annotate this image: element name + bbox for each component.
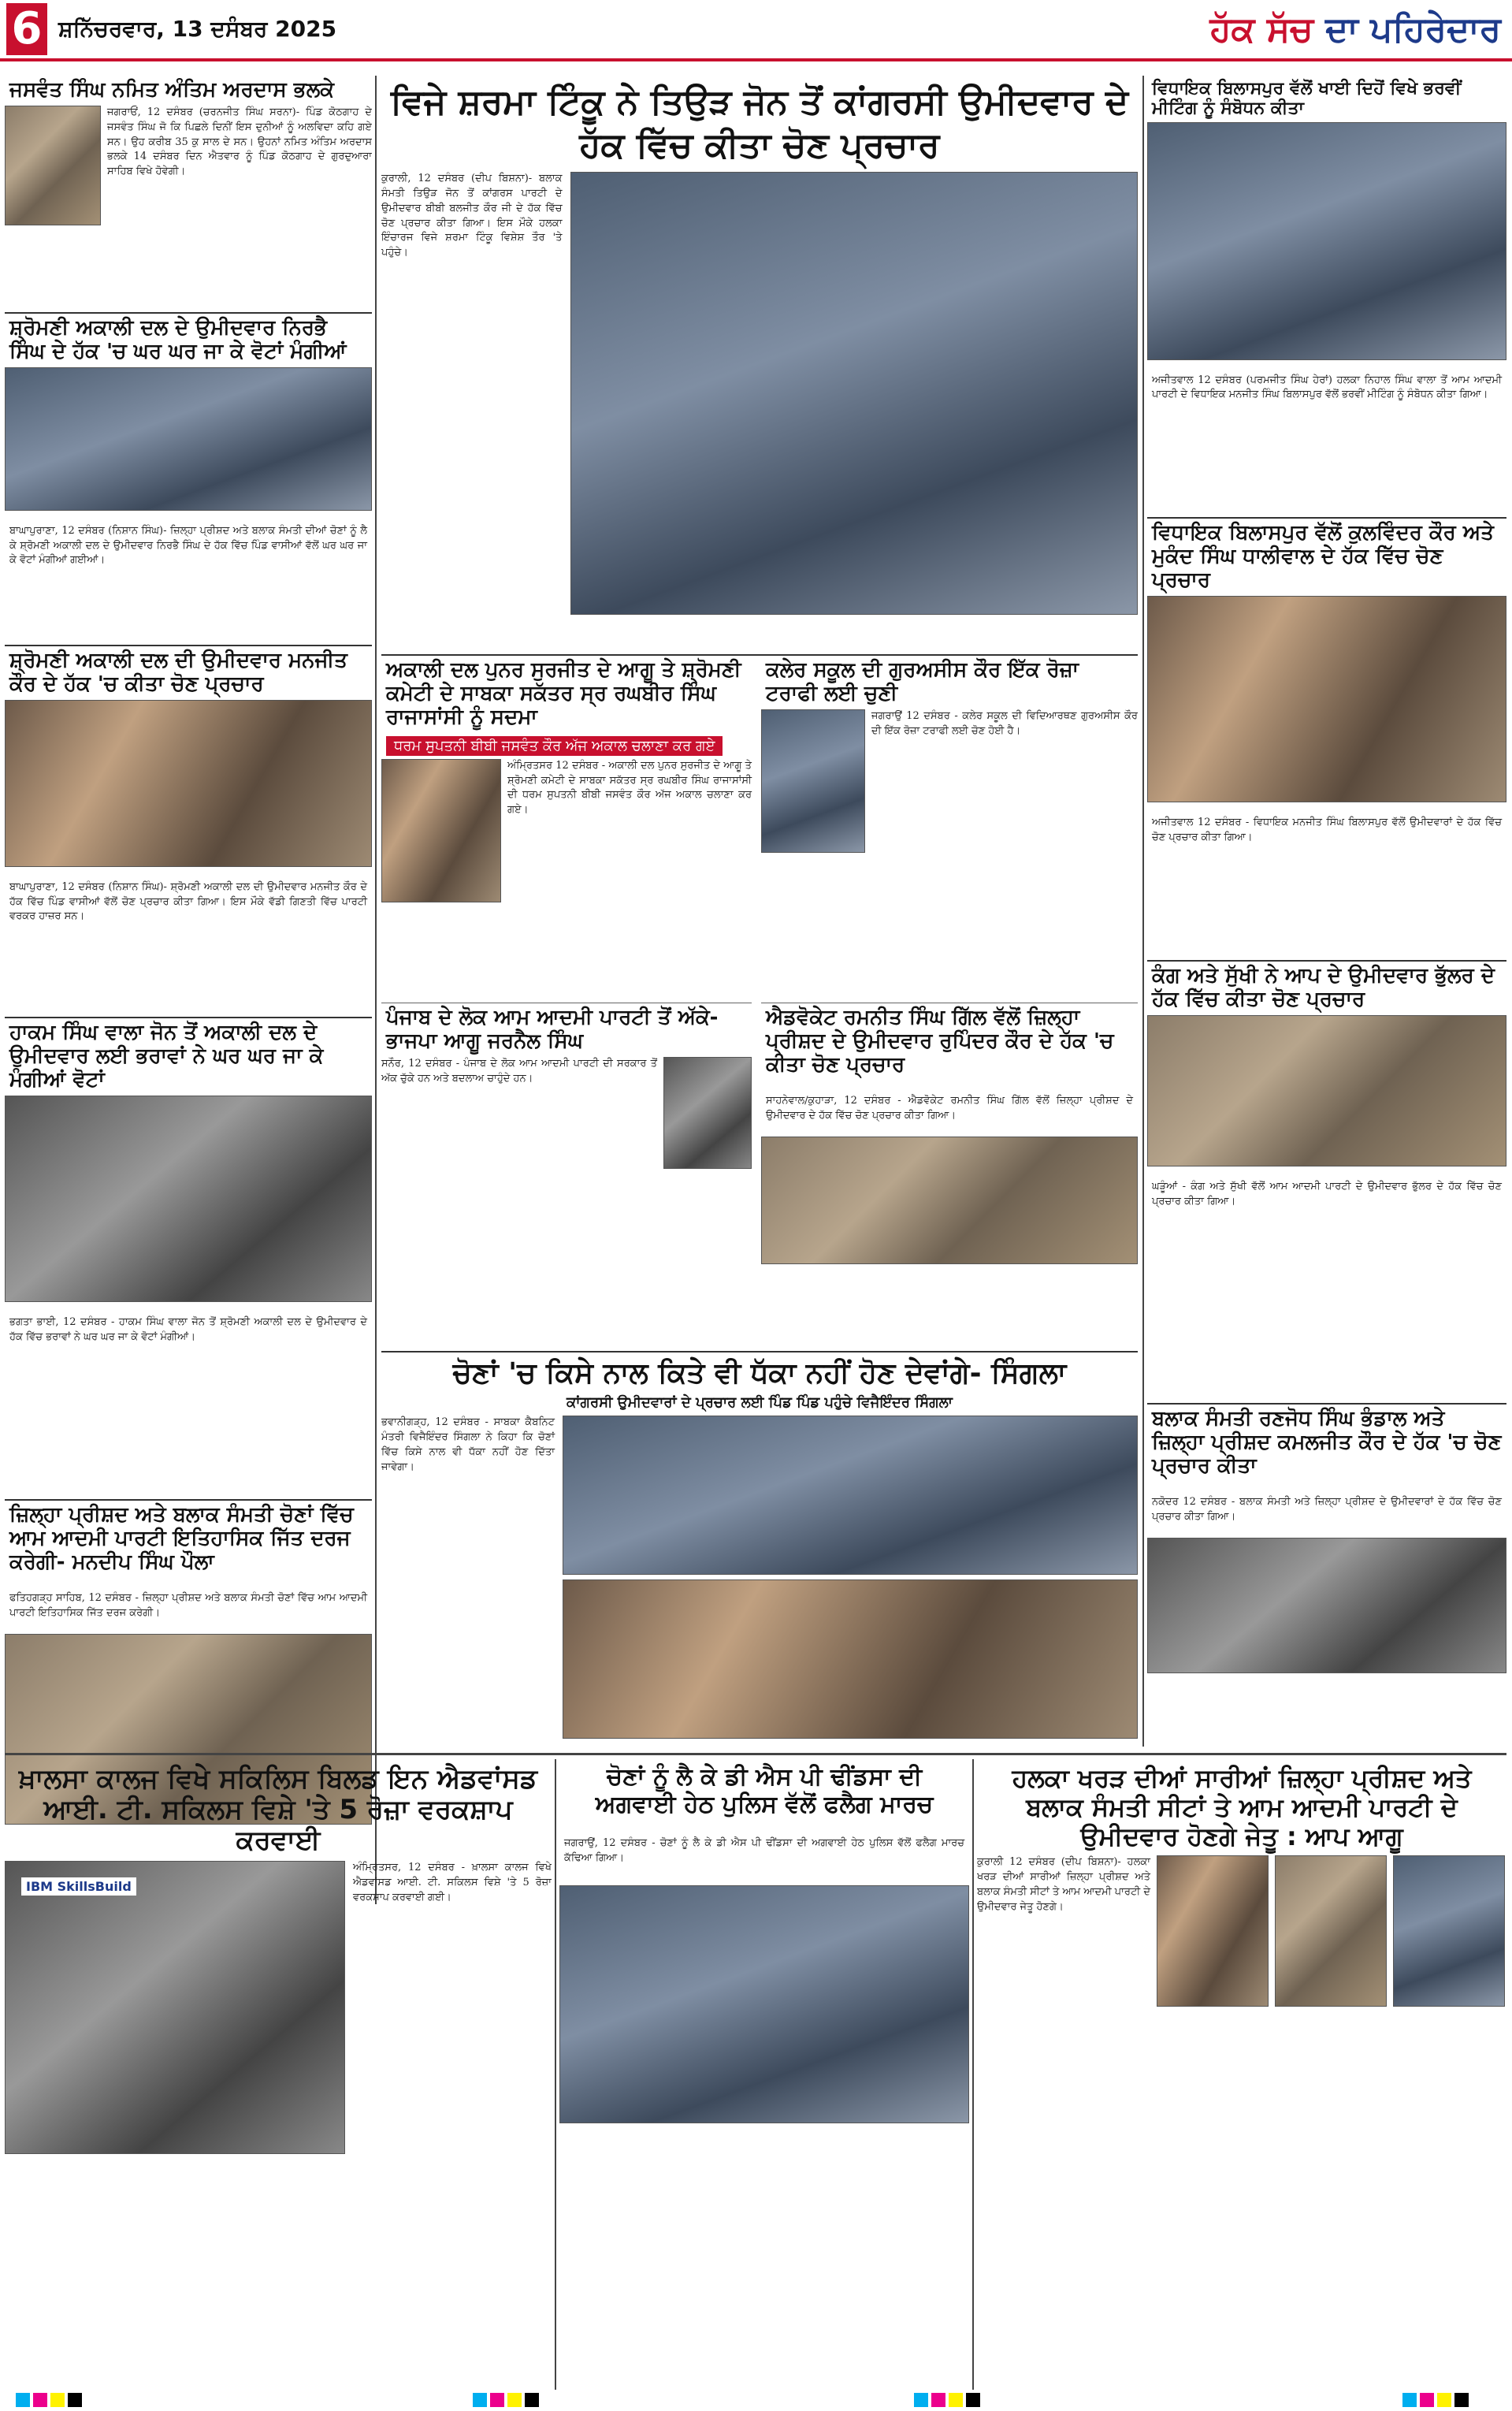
swatch-yellow [50, 2393, 65, 2407]
article-headline: ਵਿਧਾਇਕ ਬਿਲਾਸਪੁਰ ਵੱਲੋਂ ਖਾਈ ਦਿਹੋਂ ਵਿਖੇ ਭਰਵੀਂ ਮੀਟਿੰਗ ਨੂੰ ਸੰਬੋਧਨ ਕੀਤਾ [1152, 79, 1462, 119]
swatch-magenta [1420, 2393, 1434, 2407]
news-photo [5, 367, 372, 511]
portrait-photo [1393, 1855, 1505, 2007]
swatch-cyan [1402, 2393, 1417, 2407]
lead-article [381, 76, 1138, 651]
column-divider [972, 1759, 974, 2390]
registration-bar [16, 2393, 85, 2407]
article-headline: ਹਾਕਮ ਸਿੰਘ ਵਾਲਾ ਜੋਨ ਤੋਂ ਅਕਾਲੀ ਦਲ ਦੇ ਉਮੀਦਵਾਰ ਲਈ ਭਰਾਵਾਂ ਨੇ ਘਰ ਘਰ ਜਾ ਕੇ ਮੰਗੀਆਂ ਵੋਟਾਂ [9, 1021, 324, 1092]
registration-bar [473, 2393, 542, 2407]
article-headline: ਵਿਧਾਇਕ ਬਿਲਾਸਪੁਰ ਵੱਲੋਂ ਕੁਲਵਿੰਦਰ ਕੌਰ ਅਤੇ ਮੁਕੰਦ ਸਿੰਘ ਧਾਲੀਵਾਲ ਦੇ ਹੱਕ ਵਿੱਚ ਚੋਣ ਪ੍ਰਚਾਰ [1152, 521, 1494, 592]
article-body: ਬਾਘਾਪੁਰਾਣਾ, 12 ਦਸੰਬਰ (ਨਿਸ਼ਾਨ ਸਿੰਘ)- ਸ਼੍ਰੋਮਣੀ ਅਕਾਲੀ ਦਲ ਦੀ ਉਮੀਦਵਾਰ ਮਨਜੀਤ ਕੌਰ ਦੇ ਹੱਕ ਵਿੱਚ ਪਿੰਡ ਵਾਸੀਆਂ ਵੱਲੋਂ ਚੋਣ ਪ੍ਰਚਾਰ ਕੀਤਾ ਗਿਆ। ਇਸ ਮੌਕੇ ਵੱਡੀ ਗਿਣਤੀ ਵਿੱਚ ਪਾਰਟੀ ਵਰਕਰ ਹਾਜ਼ਰ ਸਨ। [9, 880, 367, 923]
row-divider [5, 1753, 1506, 1755]
article-headline: ਸ਼੍ਰੋਮਣੀ ਅਕਾਲੀ ਦਲ ਦੇ ਉਮੀਦਵਾਰ ਨਿਰਭੈ ਸਿੰਘ ਦੇ ਹੱਕ 'ਚ ਘਰ ਘਰ ਜਾ ਕੇ ਵੋਟਾਂ ਮੰਗੀਆਂ [9, 316, 347, 363]
swatch-cyan [914, 2393, 928, 2407]
swatch-black [966, 2393, 980, 2407]
swatch-yellow [507, 2393, 522, 2407]
news-photo [1147, 122, 1506, 360]
news-photo [563, 1579, 1138, 1739]
article-headline: ਹਲਕਾ ਖਰੜ ਦੀਆਂ ਸਾਰੀਆਂ ਜ਼ਿਲ੍ਹਾ ਪ੍ਰੀਸ਼ਦ ਅਤੇ ਬਲਾਕ ਸੰਮਤੀ ਸੀਟਾਂ ਤੇ ਆਮ ਆਦਮੀ ਪਾਰਟੀ ਦੇ ਉਮੀਦਵਾਰ ਹੋਣਗੇ ਜੇਤੂ : ਆਪ ਆਗੂ [1012, 1763, 1472, 1851]
news-photo [559, 1885, 969, 2123]
article-body: ਫਤਿਹਗੜ੍ਹ ਸਾਹਿਬ, 12 ਦਸੰਬਰ - ਜ਼ਿਲ੍ਹਾ ਪ੍ਰੀਸ਼ਦ ਅਤੇ ਬਲਾਕ ਸੰਮਤੀ ਚੋਣਾਂ ਵਿੱਚ ਆਮ ਆਦਮੀ ਪਾਰਟੀ ਇਤਿਹਾਸਿਕ ਜਿੱਤ ਦਰਜ ਕਰੇਗੀ। [9, 1591, 367, 1619]
bottom-left-article [5, 1759, 552, 2390]
portrait-photo [1275, 1855, 1387, 2007]
portrait-photo [381, 759, 501, 902]
masthead [0, 0, 1512, 61]
article-headline: ਜ਼ਿਲ੍ਹਾ ਪ੍ਰੀਸ਼ਦ ਅਤੇ ਬਲਾਕ ਸੰਮਤੀ ਚੋਣਾਂ ਵਿੱਚ ਆਮ ਆਦਮੀ ਪਾਰਟੀ ਇਤਿਹਾਸਿਕ ਜਿੱਤ ਦਰਜ ਕਰੇਗੀ- ਮਨਦੀਪ ਸਿੰਘ ਪੌਲਾ [9, 1503, 354, 1574]
swatch-black [1454, 2393, 1469, 2407]
article-headline: ਜਸਵੰਤ ਸਿੰਘ ਨਮਿਤ ਅੰਤਿਮ ਅਰਦਾਸ ਭਲਕੇ [9, 78, 335, 102]
registration-bar [914, 2393, 983, 2407]
registration-bar [1402, 2393, 1472, 2407]
article-body: ਜਗਰਾਓਂ, 12 ਦਸੰਬਰ (ਚਰਨਜੀਤ ਸਿੰਘ ਸਰਨਾ)- ਪਿੰਡ ਕੋਠਗਾਹ ਦੇ ਜਸਵੰਤ ਸਿੰਘ ਜੋ ਕਿ ਪਿਛਲੇ ਦਿਨੀਂ ਇਸ ਦੁਨੀਆਂ ਨੂੰ ਅਲਵਿਦਾ ਕਹਿ ਗਏ ਸਨ। ਉਹ ਕਰੀਬ 35 ਕੁ ਸਾਲ ਦੇ ਸਨ। ਉਹਨਾਂ ਨਮਿਤ ਅੰਤਿਮ ਅਰਦਾਸ ਭਲਕੇ 14 ਦਸੰਬਰ ਦਿਨ ਐਤਵਾਰ ਨੂੰ ਪਿੰਡ ਕੋਠਗਾਹ ਦੇ ਗੁਰਦੁਆਰਾ ਸਾਹਿਬ ਵਿਖੇ ਹੋਵੇਗੀ। [107, 106, 372, 178]
right-column [1147, 76, 1506, 1747]
news-photo [5, 1861, 345, 2154]
article [5, 312, 372, 645]
article-body: ਸਨੌਰ, 12 ਦਸੰਬਰ - ਪੰਜਾਬ ਦੇ ਲੋਕ ਆਮ ਆਦਮੀ ਪਾਰਟੀ ਦੀ ਸਰਕਾਰ ਤੋਂ ਅੱਕ ਚੁੱਕੇ ਹਨ ਅਤੇ ਬਦਲਾਅ ਚਾਹੁੰਦੇ ਹਨ। [381, 1057, 657, 1085]
logo-part2: ਦਾ ਪਹਿਰੇਦਾਰ [1325, 9, 1501, 50]
article [761, 656, 1138, 995]
article-body: ਘੜੂੰਆਂ - ਕੰਗ ਅਤੇ ਸੁੱਖੀ ਵੱਲੋਂ ਆਮ ਆਦਮੀ ਪਾਰਟੀ ਦੇ ਉਮੀਦਵਾਰ ਭੁੱਲਰ ਦੇ ਹੱਕ ਵਿੱਚ ਚੋਣ ਪ੍ਰਚਾਰ ਕੀਤਾ ਗਿਆ। [1152, 1180, 1502, 1207]
article-body: ਭਗਤਾ ਭਾਈ, 12 ਦਸੰਬਰ - ਹਾਕਮ ਸਿੰਘ ਵਾਲਾ ਜੋਨ ਤੋਂ ਸ਼੍ਰੋਮਣੀ ਅਕਾਲੀ ਦਲ ਦੇ ਉਮੀਦਵਾਰ ਦੇ ਹੱਕ ਵਿੱਚ ਭਰਾਵਾਂ ਨੇ ਘਰ ਘਰ ਜਾ ਕੇ ਵੋਟਾਂ ਮੰਗੀਆਂ। [9, 1315, 367, 1343]
swatch-yellow [1437, 2393, 1451, 2407]
article-headline: ਚੋਣਾਂ 'ਚ ਕਿਸੇ ਨਾਲ ਕਿਤੇ ਵੀ ਧੱਕਾ ਨਹੀਂ ਹੋਣ ਦੇਵਾਂਗੇ- ਸਿੰਗਲਾ [452, 1357, 1067, 1390]
article-body: ਬਾਘਾਪੁਰਾਣਾ, 12 ਦਸੰਬਰ (ਨਿਸ਼ਾਨ ਸਿੰਘ)- ਜ਼ਿਲ੍ਹਾ ਪ੍ਰੀਸ਼ਦ ਅਤੇ ਬਲਾਕ ਸੰਮਤੀ ਦੀਆਂ ਚੋਣਾਂ ਨੂੰ ਲੈ ਕੇ ਸ਼੍ਰੋਮਣੀ ਅਕਾਲੀ ਦਲ ਦੇ ਉਮੀਦਵਾਰ ਨਿਰਭੈ ਸਿੰਘ ਦੇ ਹੱਕ ਵਿੱਚ ਪਿੰਡ ਵਾਸੀਆਂ ਵੱਲੋਂ ਘਰ ਘਰ ਜਾ ਕੇ ਵੋਟਾਂ ਮੰਗੀਆਂ ਗਈਆਂ। [9, 524, 367, 567]
article-headline: ਚੋਣਾਂ ਨੂੰ ਲੈ ਕੇ ਡੀ ਐਸ ਪੀ ਢੀਂਡਸਾ ਦੀ ਅਗਵਾਈ ਹੇਠ ਪੁਲਿਸ ਵੱਲੋਂ ਫਲੈਗ ਮਾਰਚ [595, 1763, 934, 1818]
article [761, 1003, 1138, 1348]
article-headline: ਬਲਾਕ ਸੰਮਤੀ ਰਣਜੋਧ ਸਿੰਘ ਭੰਡਾਲ ਅਤੇ ਜ਼ਿਲ੍ਹਾ ਪ੍ਰੀਸ਼ਦ ਕਮਲਜੀਤ ਕੌਰ ਦੇ ਹੱਕ 'ਚ ਚੋਣ ਪ੍ਰਚਾਰ ਕੀਤਾ [1152, 1407, 1502, 1478]
swatch-cyan [16, 2393, 30, 2407]
article-body: ਅੰਮ੍ਰਿਤਸਰ 12 ਦਸੰਬਰ - ਅਕਾਲੀ ਦਲ ਪੁਨਰ ਸੁਰਜੀਤ ਦੇ ਆਗੂ ਤੇ ਸ਼੍ਰੋਮਣੀ ਕਮੇਟੀ ਦੇ ਸਾਬਕਾ ਸਕੱਤਰ ਸ੍ਰ ਰਘਬੀਰ ਸਿੰਘ ਰਾਜਾਸਾਂਸੀ ਦੀ ਧਰਮ ਸੁਪਤਨੀ ਬੀਬੀ ਜਸਵੰਤ ਕੌਰ ਅੱਜ ਅਕਾਲ ਚਲਾਣਾ ਕਰ ਗਏ। [507, 759, 752, 817]
news-photo [5, 1096, 372, 1302]
portrait-photo [761, 709, 865, 853]
news-photo [563, 1416, 1138, 1575]
swatch-cyan [473, 2393, 487, 2407]
article-headline: ਖ਼ਾਲਸਾ ਕਾਲਜ ਵਿਖੇ ਸਕਿਲਿਸ ਬਿਲਡ ਇਨ ਐਡਵਾਂਸਡ ਆਈ. ਟੀ. ਸਕਿਲਸ ਵਿਸ਼ੇ 'ਤੇ 5 ਰੋਜ਼ਾ ਵਰਕਸ਼ਾਪ ਕਰਵਾਈ [19, 1763, 537, 1857]
article-body: ਭਵਾਨੀਗੜ੍ਹ, 12 ਦਸੰਬਰ - ਸਾਬਕਾ ਕੈਬਨਿਟ ਮੰਤਰੀ ਵਿਜੈਇੰਦਰ ਸਿੰਗਲਾ ਨੇ ਕਿਹਾ ਕਿ ਚੋਣਾਂ ਵਿੱਚ ਕਿਸੇ ਨਾਲ ਵੀ ਧੱਕਾ ਨਹੀਂ ਹੋਣ ਦਿੱਤਾ ਜਾਵੇਗਾ। [381, 1416, 555, 1473]
newspaper-logo [1131, 5, 1501, 55]
column-divider [1142, 76, 1144, 1747]
article-body: ਜਗਰਾਉਂ 12 ਦਸੰਬਰ - ਕਲੇਰ ਸਕੂਲ ਦੀ ਵਿਦਿਆਰਥਣ ਗੁਰਅਸੀਸ ਕੌਰ ਦੀ ਇੱਕ ਰੋਜ਼ਾ ਟਰਾਫੀ ਲਈ ਚੋਣ ਹੋਈ ਹੈ। [871, 709, 1138, 737]
news-photo [1147, 596, 1506, 802]
photo-caption: IBM SkillsBuild [21, 1877, 136, 1896]
article [381, 656, 752, 995]
article-body: ਕੁਰਾਲੀ 12 ਦਸੰਬਰ (ਦੀਪ ਬਿਸ਼ਨਾ)- ਹਲਕਾ ਖਰੜ ਦੀਆਂ ਸਾਰੀਆਂ ਜ਼ਿਲ੍ਹਾ ਪ੍ਰੀਸ਼ਦ ਅਤੇ ਬਲਾਕ ਸੰਮਤੀ ਸੀਟਾਂ ਤੇ ਆਮ ਆਦਮੀ ਪਾਰਟੀ ਦੇ ਉਮੀਦਵਾਰ ਜੇਤੂ ਹੋਣਗੇ। [977, 1856, 1150, 1913]
swatch-black [68, 2393, 82, 2407]
page-number: 6 [6, 3, 47, 55]
article [5, 76, 372, 312]
portrait-photo [1157, 1855, 1269, 2007]
article [1147, 1403, 1506, 1747]
article-headline: ਅਕਾਲੀ ਦਲ ਪੁਨਰ ਸੁਰਜੀਤ ਦੇ ਆਗੂ ਤੇ ਸ਼੍ਰੋਮਣੀ ਕਮੇਟੀ ਦੇ ਸਾਬਕਾ ਸਕੱਤਰ ਸ੍ਰ ਰਘਬੀਰ ਸਿੰਘ ਰਾਜਾਸਾਂਸੀ ਨੂੰ ਸਦਮਾ [386, 658, 741, 729]
article-body: ਅਜੀਤਵਾਲ 12 ਦਸੰਬਰ (ਪਰਮਜੀਤ ਸਿੰਘ ਹੇਰਾਂ) ਹਲਕਾ ਨਿਹਾਲ ਸਿੰਘ ਵਾਲਾ ਤੋਂ ਆਮ ਆਦਮੀ ਪਾਰਟੀ ਦੇ ਵਿਧਾਇਕ ਮਨਜੀਤ ਸਿੰਘ ਬਿਲਾਸਪੁਰ ਵੱਲੋਂ ਭਰਵੀਂ ਮੀਟਿੰਗ ਨੂੰ ਸੰਬੋਧਨ ਕੀਤਾ ਗਿਆ। [1152, 374, 1502, 401]
subhead-badge: ਧਰਮ ਸੁਪਤਨੀ ਬੀਬੀ ਜਸਵੰਤ ਕੌਰ ਅੱਜ ਅਕਾਲ ਚਲਾਣਾ ਕਰ ਗਏ [386, 736, 723, 756]
article-headline: ਐਡਵੋਕੇਟ ਰਮਨੀਤ ਸਿੰਘ ਗਿੱਲ ਵੱਲੋਂ ਜ਼ਿਲ੍ਹਾ ਪ੍ਰੀਸ਼ਦ ਦੇ ਉਮੀਦਵਾਰ ਰੁਪਿੰਦਰ ਕੌਰ ਦੇ ਹੱਕ 'ਚ ਕੀਤਾ ਚੋਣ ਪ੍ਰਚਾਰ [766, 1006, 1114, 1077]
lead-headline: ਵਿਜੇ ਸ਼ਰਮਾ ਟਿੰਕੂ ਨੇ ਤਿਉੜ ਜੋਨ ਤੋਂ ਕਾਂਗਰਸੀ ਉਮੀਦਵਾਰ ਦੇ ਹੱਕ ਵਿੱਚ ਕੀਤਾ ਚੋਣ ਪ੍ਰਚਾਰ [390, 82, 1129, 166]
article-subhead: ਕਾਂਗਰਸੀ ਉਮੀਦਵਾਰਾਂ ਦੇ ਪ੍ਰਚਾਰ ਲਈ ਪਿੰਡ ਪਿੰਡ ਪਹੁੰਚੇ ਵਿਜੈਇੰਦਰ ਸਿੰਗਲਾ [567, 1394, 953, 1412]
lead-photo [570, 172, 1138, 615]
article-headline: ਕੰਗ ਅਤੇ ਸੁੱਖੀ ਨੇ ਆਪ ਦੇ ਉਮੀਦਵਾਰ ਭੁੱਲਰ ਦੇ ਹੱਕ ਵਿੱਚ ਕੀਤਾ ਚੋਣ ਪ੍ਰਚਾਰ [1152, 964, 1495, 1011]
news-photo [1147, 1538, 1506, 1673]
news-photo [761, 1137, 1138, 1264]
article [1147, 76, 1506, 517]
swatch-magenta [33, 2393, 47, 2407]
center-mid [381, 654, 1138, 1348]
article-body: ਜਗਰਾਉਂ, 12 ਦਸੰਬਰ - ਚੋਣਾਂ ਨੂੰ ਲੈ ਕੇ ਡੀ ਐਸ ਪੀ ਢੀਂਡਸਾ ਦੀ ਅਗਵਾਈ ਹੇਠ ਪੁਲਿਸ ਵੱਲੋਂ ਫਲੈਗ ਮਾਰਚ ਕੱਢਿਆ ਗਿਆ। [564, 1837, 964, 1864]
column-divider [375, 76, 377, 1904]
article-headline: ਪੰਜਾਬ ਦੇ ਲੋਕ ਆਮ ਆਦਮੀ ਪਾਰਟੀ ਤੋਂ ਅੱਕੇ-ਭਾਜਪਾ ਆਗੂ ਜਰਨੈਲ ਸਿੰਘ [386, 1006, 719, 1053]
news-photo [1147, 1015, 1506, 1166]
center-lower-article [381, 1351, 1138, 1761]
article [381, 1003, 752, 1348]
article-body: ਅੰਮ੍ਰਿਤਸਰ, 12 ਦਸੰਬਰ - ਖ਼ਾਲਸਾ ਕਾਲਜ ਵਿਖੇ ਐਡਵਾਂਸਡ ਆਈ. ਟੀ. ਸਕਿਲਸ ਵਿਸ਼ੇ 'ਤੇ 5 ਰੋਜ਼ਾ ਵਰਕਸ਼ਾਪ ਕਰਵਾਈ ਗਈ। [353, 1862, 552, 1903]
portrait-photo [663, 1057, 752, 1169]
swatch-black [525, 2393, 539, 2407]
column-divider [555, 1759, 556, 2390]
bottom-center-article [559, 1759, 969, 2390]
logo-part1: ਹੱਕ ਸੱਚ [1209, 9, 1326, 50]
article [1147, 960, 1506, 1403]
swatch-yellow [949, 2393, 963, 2407]
swatch-magenta [931, 2393, 945, 2407]
article-body: ਅਜੀਤਵਾਲ 12 ਦਸੰਬਰ - ਵਿਧਾਇਕ ਮਨਜੀਤ ਸਿੰਘ ਬਿਲਾਸਪੁਰ ਵੱਲੋਂ ਉਮੀਦਵਾਰਾਂ ਦੇ ਹੱਕ ਵਿੱਚ ਚੋਣ ਪ੍ਰਚਾਰ ਕੀਤਾ ਗਿਆ। [1152, 816, 1502, 843]
page-date: ਸ਼ਨਿੱਚਰਵਾਰ, 13 ਦਸੰਬਰ 2025 [58, 16, 337, 42]
article-headline: ਸ਼੍ਰੋਮਣੀ ਅਕਾਲੀ ਦਲ ਦੀ ਉਮੀਦਵਾਰ ਮਨਜੀਤ ਕੌਰ ਦੇ ਹੱਕ 'ਚ ਕੀਤਾ ਚੋਣ ਪ੍ਰਚਾਰ [9, 649, 347, 696]
article-body: ਨਕੋਦਰ 12 ਦਸੰਬਰ - ਬਲਾਕ ਸੰਮਤੀ ਅਤੇ ਜ਼ਿਲ੍ਹਾ ਪ੍ਰੀਸ਼ਦ ਦੇ ਉਮੀਦਵਾਰਾਂ ਦੇ ਹੱਕ ਵਿੱਚ ਚੋਣ ਪ੍ਰਚਾਰ ਕੀਤਾ ਗਿਆ। [1152, 1495, 1502, 1523]
article [5, 645, 372, 1017]
article-body: ਕੁਰਾਲੀ, 12 ਦਸੰਬਰ (ਦੀਪ ਬਿਸ਼ਨਾ)- ਬਲਾਕ ਸੰਮਤੀ ਤਿਉੜ ਜੋਨ ਤੋਂ ਕਾਂਗਰਸ ਪਾਰਟੀ ਦੇ ਉਮੀਦਵਾਰ ਬੀਬੀ ਬਲਜੀਤ ਕੌਰ ਜੀ ਦੇ ਹੱਕ ਵਿੱਚ ਚੋਣ ਪ੍ਰਚਾਰ ਕੀਤਾ ਗਿਆ। ਇਸ ਮੌਕੇ ਹਲਕਾ ਇੰਚਾਰਜ ਵਿਜੇ ਸ਼ਰਮਾ ਟਿੰਕੂ ਵਿਸ਼ੇਸ਼ ਤੌਰ 'ਤੇ ਪਹੁੰਚੇ। [381, 173, 563, 259]
article [1147, 517, 1506, 960]
article-body: ਸਾਹਨੇਵਾਲ/ਕੁਹਾੜਾ, 12 ਦਸੰਬਰ - ਐਡਵੋਕੇਟ ਰਮਨੀਤ ਸਿੰਘ ਗਿੱਲ ਵੱਲੋਂ ਜ਼ਿਲ੍ਹਾ ਪ੍ਰੀਸ਼ਦ ਦੇ ਉਮੀਦਵਾਰ ਦੇ ਹੱਕ ਵਿੱਚ ਚੋਣ ਪ੍ਰਚਾਰ ਕੀਤਾ ਗਿਆ। [766, 1094, 1133, 1122]
bottom-right-article [977, 1759, 1506, 2390]
news-photo [5, 700, 372, 867]
portrait-photo [5, 106, 101, 225]
left-column [5, 76, 372, 1904]
article-headline: ਕਲੇਰ ਸਕੂਲ ਦੀ ਗੁਰਅਸੀਸ ਕੌਰ ਇੱਕ ਰੋਜ਼ਾ ਟਰਾਫੀ ਲਈ ਚੁਣੀ [766, 658, 1079, 705]
article-subhead [381, 733, 752, 759]
article [5, 1017, 372, 1499]
swatch-magenta [490, 2393, 504, 2407]
